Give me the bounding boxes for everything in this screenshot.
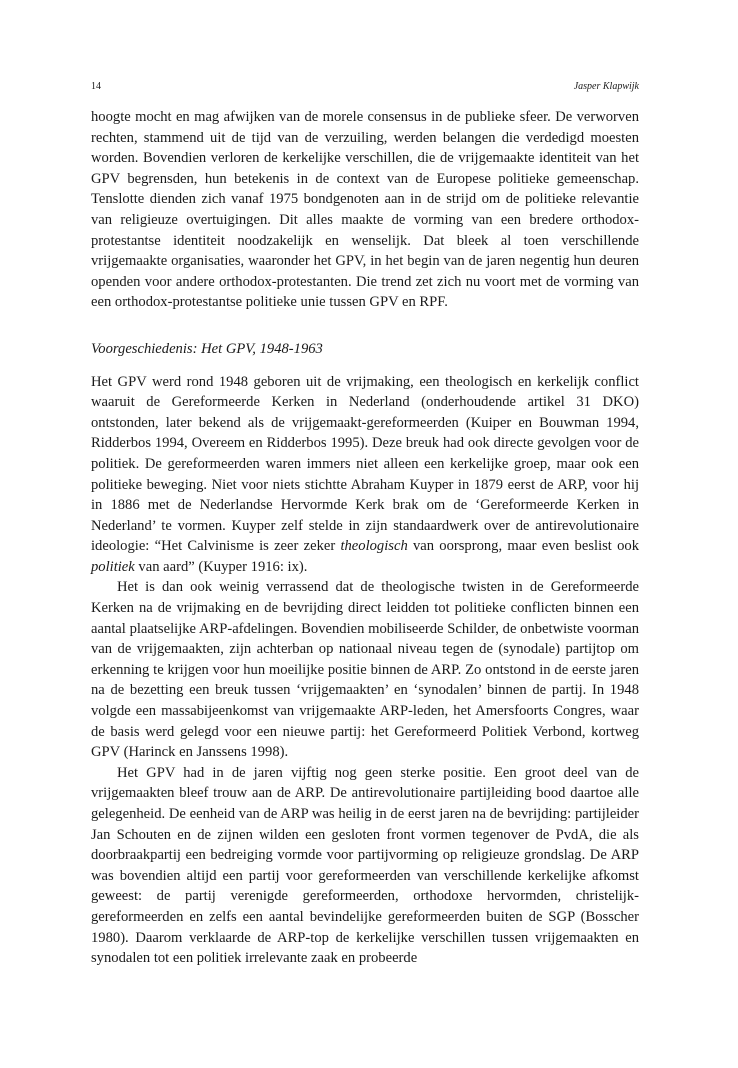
page-number: 14	[91, 81, 101, 92]
page	[91, 0, 639, 1068]
emphasis-theologisch: theologisch	[340, 538, 408, 555]
paragraph-1	[91, 372, 639, 578]
paragraph-2: Het is dan ook weinig verrassend dat de theologische twisten in de Gereformeerde Kerken na de vrijmaking en de bevrijding direct leidden tot politieke conflicten binnen een aantal plaatselijke ARP-afdelingen. Bovendien mobiliseerde Schilder, de onbetwiste voorman van de vrijgemaakten, zijn achterban op nationaal niveau tegen de (synodale) partijtop om erkenning te krijgen voor hun moeilijke positie binnen de ARP. Zo ontstond in de eerste jaren na de bezetting een breuk tussen ‘vrijgemaakten’ en ‘synodalen’ binnen de partij. In 1948 volgde een massabijeenkomst van vrijgemaakte ARP-leden, het Amersfoorts Congres, waar de basis werd gelegd voor een nieuwe partij: het Gereformeerd Politiek Verbond, kortweg GPV (Harinck en Janssens 1998).	[91, 579, 639, 761]
paragraph-1-mid: van oorsprong, maar even beslist ook	[407, 538, 639, 555]
emphasis-politiek: politiek	[91, 558, 135, 575]
running-head-author: Jasper Klapwijk	[573, 81, 639, 92]
body-text	[91, 107, 639, 969]
running-head	[91, 80, 639, 94]
paragraph-1-text: Het GPV werd rond 1948 geboren uit de vrijmaking, een theologisch en kerkelijk conflict waaruit de Gereformeerde Kerken in Nederland (onderhoudende artikel 31 DKO) ontstonden, later bekend als de vrijgemaakt-gereformeerden (Kuiper en Bouwman 1994, Ridderbos 1994, Overeem en Ridderbos 1995). Deze breuk had ook directe gevolgen voor de politiek. De gereformeerden waren immers niet alleen een kerkelijke groep, maar ook een politieke beweging. Niet voor niets stichtte Abraham Kuyper in 1879 eerst de ARP, voor hij in 1886 met de Nederlandse Hervormde Kerk brak om de ‘Gereformeerde Kerken in Nederland’ te vormen. Kuyper zelf stelde in zijn standaardwerk over de antirevolutionaire ideologie: “Het Calvinisme is zeer zeker	[91, 373, 639, 555]
section-heading: Voorgeschiedenis: Het GPV, 1948-1963	[91, 340, 323, 357]
paragraph-1-end: van aard” (Kuyper 1916: ix).	[134, 558, 308, 575]
intro-paragraph: hoogte mocht en mag afwijken van de morele consensus in de publieke sfeer. De verworven rechten, stammend uit de tijd van de verzuiling, werden belangen die verdedigd moesten worden. Bovendien verloren de kerkelijke verschillen, die de vrijgemaakte identiteit van het GPV begrensden, hun betekenis in de context van de Europese politieke gemeenschap. Tenslotte dienden zich vanaf 1975 bondgenoten aan in de strijd om de politieke relevantie van religieuze overtuigingen. Dit alles maakte de vorming van een bredere orthodox-protestantse identiteit noodzakelijk en wenselijk. Dat bleek al toen verschillende vrijgemaakte organisaties, waaronder het GPV, in het begin van de jaren negentig hun deuren openden voor andere orthodox-protestanten. Die trend zet zich nu voort met de vorming van een orthodox-protestantse politieke unie tussen GPV en RPF.	[91, 109, 639, 311]
paragraph-3: Het GPV had in de jaren vijftig nog geen sterke positie. Een groot deel van de vrijgemaakten bleef trouw aan de ARP. De antirevolutionaire partijleiding bood daartoe alle gelegenheid. De eenheid van de ARP was heilig in de eerst jaren na de bevrijding: partijleider Jan Schouten en de zijnen wilden een gesloten front vormen tegenover de PvdA, die als doorbraakpartij een bedreiging vormde voor partijvorming op religieuze grondslag. De ARP was bovendien altijd een partij voor gereformeerden van verschillende kerkelijke afkomst geweest: de partij verenigde gereformeerden, orthodoxe hervormden, christelijk-gereformeerden en zelfs een aantal bevindelijke gereformeerden buiten de SGP (Bosscher 1980). Daarom verklaarde de ARP-top de kerkelijke verschillen tussen vrijgemaakten en synodalen tot een politiek irrelevante zaak en probeerde	[91, 764, 639, 967]
